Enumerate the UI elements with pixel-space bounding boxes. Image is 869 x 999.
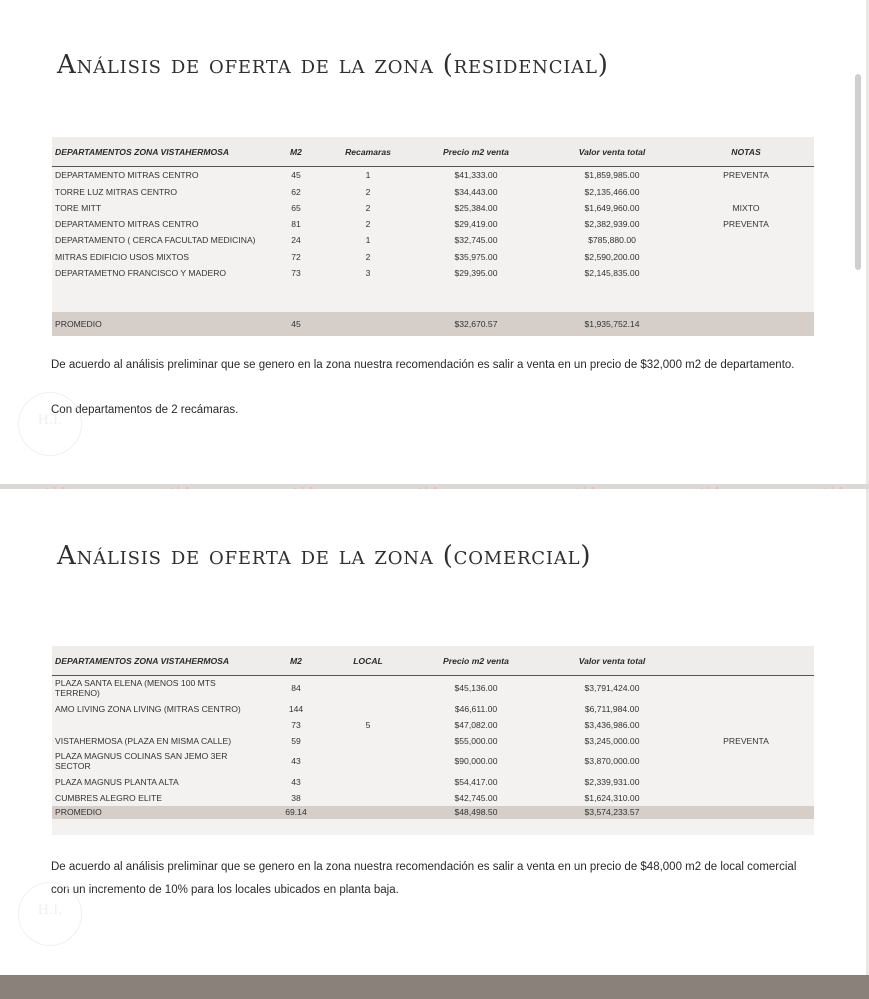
average-cell-valor: $3,574,233.57 xyxy=(546,806,678,819)
table-row xyxy=(52,774,814,790)
cell-precio: $55,000.00 xyxy=(406,733,546,749)
table-row xyxy=(52,249,814,265)
cell-recamaras: 1 xyxy=(330,232,406,249)
average-cell-valor: $1,935,752.14 xyxy=(546,312,678,336)
col-header-notas xyxy=(678,646,814,676)
table-header-row xyxy=(52,137,814,167)
cell-precio: $54,417.00 xyxy=(406,774,546,790)
table-row xyxy=(52,676,814,701)
cell-m2: 81 xyxy=(262,216,330,232)
page-comercial xyxy=(0,489,866,975)
col-header-name: DEPARTAMENTOS ZONA VISTAHERMOSA xyxy=(52,646,262,676)
page-residencial xyxy=(0,0,866,484)
cell-local: 5 xyxy=(330,717,406,733)
average-cell-name: PROMEDIO xyxy=(52,312,262,336)
col-header-precio: Precio m2 venta xyxy=(406,137,546,167)
cell-precio: $35,975.00 xyxy=(406,249,546,265)
cell-valor: $2,339,931.00 xyxy=(546,774,678,790)
average-cell-precio: $32,670.57 xyxy=(406,312,546,336)
table-row xyxy=(52,701,814,717)
average-cell-precio: $48,498.50 xyxy=(406,806,546,819)
cell-notas xyxy=(678,232,814,249)
cell-valor: $6,711,984.00 xyxy=(546,701,678,717)
table-spacer-row xyxy=(52,282,814,312)
table-row xyxy=(52,232,814,249)
cell-local xyxy=(330,676,406,701)
cell-name: CUMBRES ALEGRO ELITE xyxy=(52,790,262,806)
col-header-precio: Precio m2 venta xyxy=(406,646,546,676)
cell-notas: PREVENTA xyxy=(678,733,814,749)
cell-local xyxy=(330,790,406,806)
residencial-table xyxy=(52,137,814,336)
cell-notas: MIXTO xyxy=(678,200,814,216)
average-cell-notas xyxy=(678,312,814,336)
cell-notas xyxy=(678,265,814,282)
average-row xyxy=(52,806,814,819)
cell-m2: 84 xyxy=(262,676,330,701)
cell-name: TORE MITT xyxy=(52,200,262,216)
seal-watermark: H.I. xyxy=(18,882,82,946)
cell-name: DEPARTAMENTO MITRAS CENTRO xyxy=(52,167,262,184)
comercial-table xyxy=(52,646,814,835)
average-cell-local xyxy=(330,806,406,819)
cell-m2: 43 xyxy=(262,749,330,774)
footer-bar xyxy=(0,975,869,999)
table-row xyxy=(52,184,814,200)
col-header-m2: M2 xyxy=(262,137,330,167)
cell-notas: PREVENTA xyxy=(678,167,814,184)
cell-m2: 38 xyxy=(262,790,330,806)
cell-m2: 62 xyxy=(262,184,330,200)
cell-recamaras: 2 xyxy=(330,216,406,232)
cell-local xyxy=(330,701,406,717)
table-row xyxy=(52,265,814,282)
cell-valor: $2,135,466.00 xyxy=(546,184,678,200)
cell-recamaras: 2 xyxy=(330,200,406,216)
cell-precio: $46,611.00 xyxy=(406,701,546,717)
cell-m2: 72 xyxy=(262,249,330,265)
average-cell-recamaras xyxy=(330,312,406,336)
cell-precio: $29,395.00 xyxy=(406,265,546,282)
table-row xyxy=(52,717,814,733)
cell-m2: 59 xyxy=(262,733,330,749)
comercial-title: Análisis de oferta de la zona (comercial) xyxy=(57,541,592,571)
cell-m2: 43 xyxy=(262,774,330,790)
cell-notas xyxy=(678,184,814,200)
cell-precio: $42,745.00 xyxy=(406,790,546,806)
average-cell-notas xyxy=(678,806,814,819)
table-header-row xyxy=(52,646,814,676)
cell-valor: $3,791,424.00 xyxy=(546,676,678,701)
residencial-recommendation: De acuerdo al análisis preliminar que se genero en la zona nuestra recomendación es salir a venta en un precio de $32,000 m2 de departamento. xyxy=(51,359,795,371)
cell-notas xyxy=(678,676,814,701)
average-row xyxy=(52,312,814,336)
cell-notas xyxy=(678,701,814,717)
col-header-name: DEPARTAMENTOS ZONA VISTAHERMOSA xyxy=(52,137,262,167)
table-row xyxy=(52,790,814,806)
cell-recamaras: 2 xyxy=(330,184,406,200)
cell-m2: 45 xyxy=(262,167,330,184)
average-cell-m2: 45 xyxy=(262,312,330,336)
cell-name: AMO LIVING ZONA LIVING (MITRAS CENTRO) xyxy=(52,701,262,717)
table-row xyxy=(52,216,814,232)
average-cell-m2: 69.14 xyxy=(262,806,330,819)
cell-name: PLAZA MAGNUS COLINAS SAN JEMO 3ER SECTOR xyxy=(52,749,262,774)
cell-name: DEPARTAMENTO MITRAS CENTRO xyxy=(52,216,262,232)
cell-recamaras: 2 xyxy=(330,249,406,265)
cell-m2: 24 xyxy=(262,232,330,249)
cell-notas xyxy=(678,790,814,806)
comercial-recommendation: De acuerdo al análisis preliminar que se genero en la zona nuestra recomendación es salir a venta en un precio de $48,000 m2 de local comercial con un incremento de 10% para los locales ubicados en planta baja. xyxy=(51,861,797,896)
cell-notas xyxy=(678,717,814,733)
cell-notas xyxy=(678,749,814,774)
cell-valor: $2,590,200.00 xyxy=(546,249,678,265)
cell-valor: $1,649,960.00 xyxy=(546,200,678,216)
cell-name xyxy=(52,717,262,733)
col-header-valor: Valor venta total xyxy=(546,137,678,167)
residencial-recamaras-note: Con departamentos de 2 recámaras. xyxy=(51,404,239,416)
cell-recamaras: 1 xyxy=(330,167,406,184)
cell-precio: $32,745.00 xyxy=(406,232,546,249)
cell-local xyxy=(330,749,406,774)
cell-notas: PREVENTA xyxy=(678,216,814,232)
table-row xyxy=(52,733,814,749)
cell-name: DEPARTAMENTO ( CERCA FACULTAD MEDICINA) xyxy=(52,232,262,249)
cell-m2: 144 xyxy=(262,701,330,717)
seal-watermark: H.I. xyxy=(18,392,82,456)
scrollbar[interactable] xyxy=(855,74,861,270)
cell-recamaras: 3 xyxy=(330,265,406,282)
cell-precio: $41,333.00 xyxy=(406,167,546,184)
table-spacer-row xyxy=(52,819,814,835)
cell-name: VISTAHERMOSA (PLAZA EN MISMA CALLE) xyxy=(52,733,262,749)
cell-name: TORRE LUZ MITRAS CENTRO xyxy=(52,184,262,200)
cell-valor: $2,145,835.00 xyxy=(546,265,678,282)
cell-precio: $29,419.00 xyxy=(406,216,546,232)
cell-valor: $3,870,000.00 xyxy=(546,749,678,774)
cell-name: PLAZA SANTA ELENA (MENOS 100 MTS TERRENO) xyxy=(52,676,262,701)
cell-valor: $3,436,986.00 xyxy=(546,717,678,733)
table-row xyxy=(52,167,814,184)
col-header-recamaras: Recamaras xyxy=(330,137,406,167)
cell-valor: $1,624,310.00 xyxy=(546,790,678,806)
table-row xyxy=(52,749,814,774)
residencial-title: Análisis de oferta de la zona (residencial) xyxy=(57,50,609,80)
cell-valor: $3,245,000.00 xyxy=(546,733,678,749)
col-header-notas: NOTAS xyxy=(678,137,814,167)
cell-precio: $25,384.00 xyxy=(406,200,546,216)
col-header-valor: Valor venta total xyxy=(546,646,678,676)
cell-valor: $785,880.00 xyxy=(546,232,678,249)
cell-name: MITRAS EDIFICIO USOS MIXTOS xyxy=(52,249,262,265)
cell-name: PLAZA MAGNUS PLANTA ALTA xyxy=(52,774,262,790)
cell-local xyxy=(330,774,406,790)
cell-m2: 73 xyxy=(262,265,330,282)
cell-precio: $34,443.00 xyxy=(406,184,546,200)
average-cell-name: PROMEDIO xyxy=(52,806,262,819)
cell-precio: $47,082.00 xyxy=(406,717,546,733)
cell-notas xyxy=(678,249,814,265)
cell-local xyxy=(330,733,406,749)
cell-name: DEPARTAMETNO FRANCISCO Y MADERO xyxy=(52,265,262,282)
col-header-m2: M2 xyxy=(262,646,330,676)
cell-precio: $90,000.00 xyxy=(406,749,546,774)
col-header-local: LOCAL xyxy=(330,646,406,676)
cell-precio: $45,136.00 xyxy=(406,676,546,701)
cell-m2: 73 xyxy=(262,717,330,733)
table-row xyxy=(52,200,814,216)
cell-valor: $1,859,985.00 xyxy=(546,167,678,184)
cell-notas xyxy=(678,774,814,790)
cell-valor: $2,382,939.00 xyxy=(546,216,678,232)
cell-m2: 65 xyxy=(262,200,330,216)
